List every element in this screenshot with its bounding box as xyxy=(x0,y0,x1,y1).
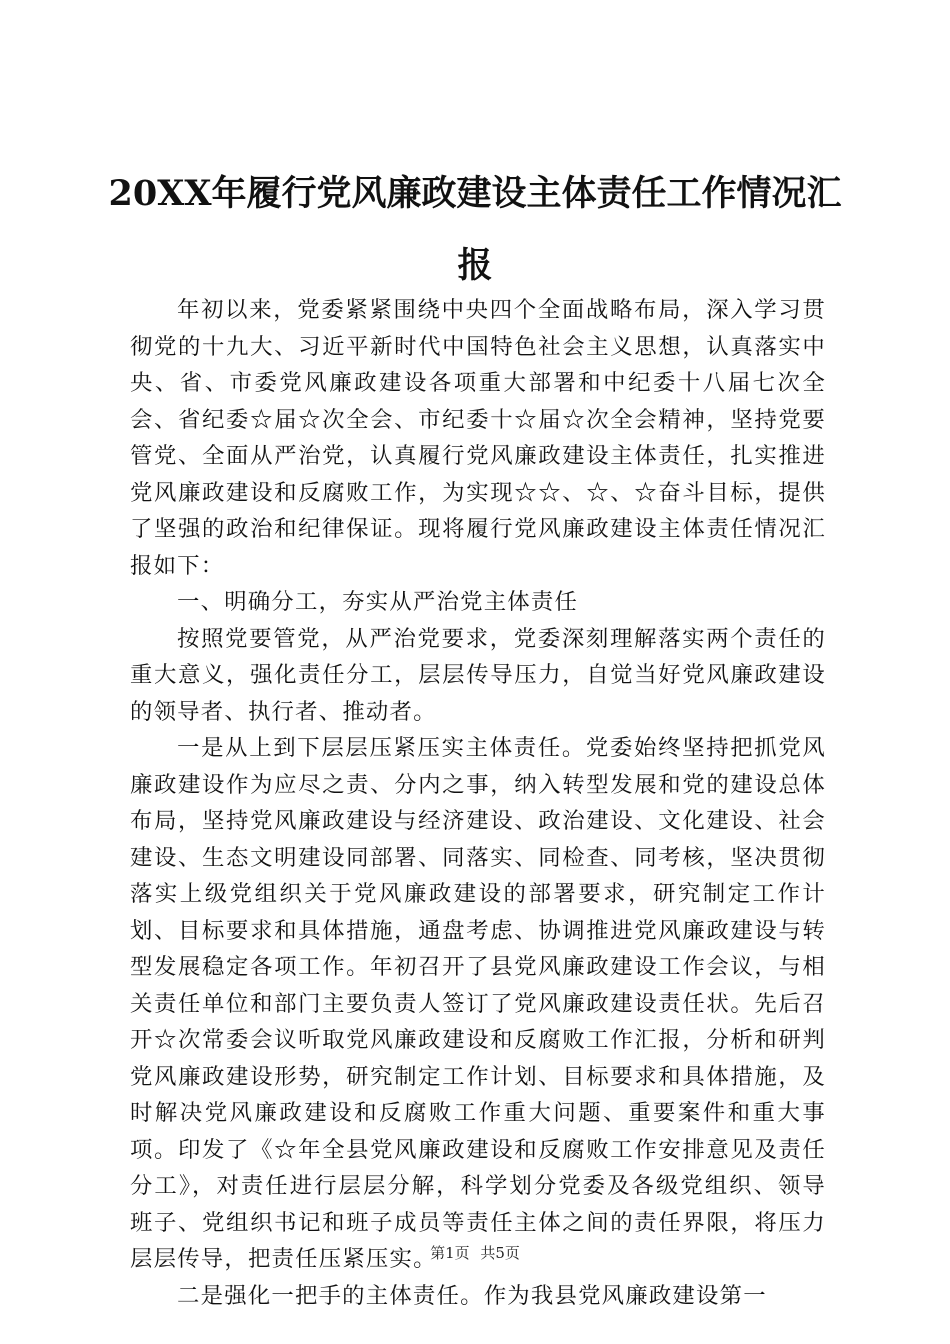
page-number: 第1页 xyxy=(430,1244,470,1262)
document-title: 20XX年履行党风廉政建设主体责任工作情况汇报 xyxy=(108,173,842,286)
body-paragraph: 一是从上到下层层压紧压实主体责任。党委始终坚持把抓党风廉政建设作为应尽之责、分内之事，纳入转型发展和党的建设总体布局，坚持党风廉政建设与经济建设、政治建设、文化建设、社会建设、生态文明建设同部署、同落实、同检查、同考核，坚决贯彻落实上级党组织关于党风廉政建设的部署要求，研究制定工作计划、目标要求和具体措施，通盘考虑、协调推进党风廉政建设与转型发展稳定各项工作。年初召开了县党风廉政建设工作会议，与相关责任单位和部门主要负责人签订了党风廉政建设责任状。先后召开☆次常委会议听取党风廉政建设和反腐败工作汇报，分析和研判党风廉政建设形势，研究制定工作计划、目标要求和具体措施，及时解决党风廉政建设和反腐败工作重大问题、重要案件和重大事项。印发了《☆年全县党风廉政建设和反腐败工作安排意见及责任分工》，对责任进行层层分解，科学划分党委及各级党组织、领导班子、党组织书记和班子成员等责任主体之间的责任界限，将压力层层传导，把责任压紧压实。 xyxy=(130,735,826,1272)
page-footer xyxy=(0,1243,950,1263)
body-paragraph: 按照党要管党，从严治党要求，党委深刻理解落实两个责任的重大意义，强化责任分工，层层传导压力，自觉当好党风廉政建设的领导者、执行者、推动者。 xyxy=(130,625,826,725)
page-total: 共5页 xyxy=(480,1244,520,1262)
section-heading: 一、明确分工，夯实从严治党主体责任 xyxy=(177,589,579,615)
body-paragraph: 年初以来，党委紧紧围绕中央四个全面战略布局，深入学习贯彻党的十九大、习近平新时代中国特色社会主义思想，认真落实中央、省、市委党风廉政建设各项重大部署和中纪委十八届七次全会、省纪委☆届☆次全会、市纪委十☆届☆次全会精神，坚持党要管党、全面从严治党，认真履行党风廉政建设主体责任，扎实推进党风廉政建设和反腐败工作，为实现☆☆、☆、☆奋斗目标，提供了坚强的政治和纪律保证。现将履行党风廉政建设主体责任情况汇报如下： xyxy=(130,297,826,579)
body-paragraph: 二是强化一把手的主体责任。作为我县党风廉政建设第一 xyxy=(177,1282,767,1309)
document-body xyxy=(130,292,826,1314)
